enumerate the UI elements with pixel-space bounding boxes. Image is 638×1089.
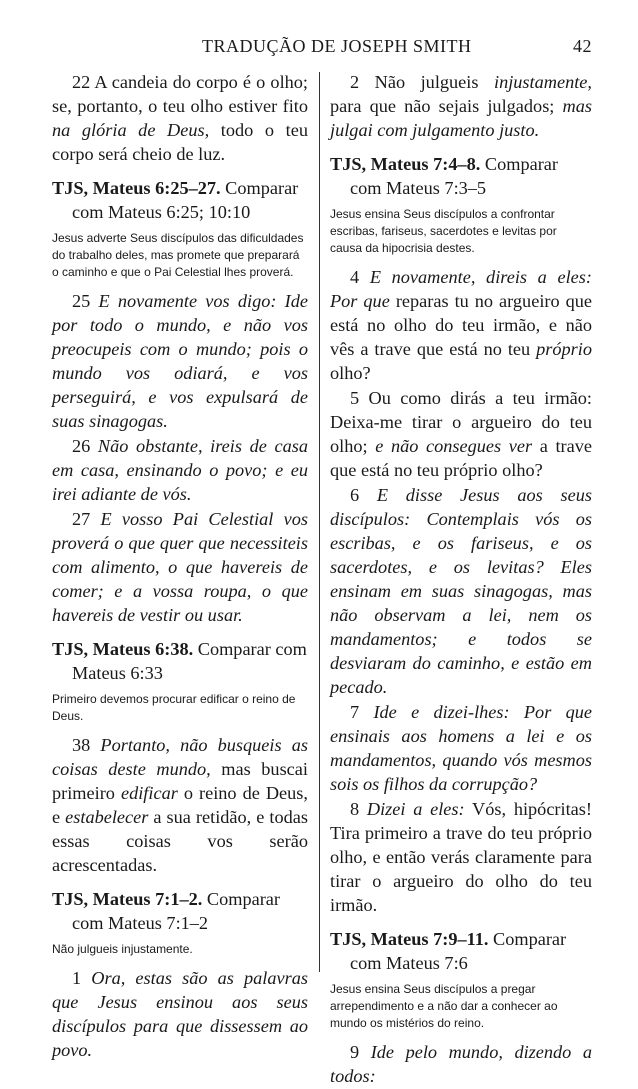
heading-reference: TJS, Mateus 7:1–2.	[52, 889, 203, 909]
verse-text: todo o teu corpo será cheio de luz.	[52, 120, 308, 164]
running-head	[52, 36, 592, 60]
verse-number: 8	[350, 799, 360, 819]
verse-8	[330, 797, 592, 917]
verse-text-italic: Portanto, não busqueis as coisas deste mundo,	[52, 735, 308, 779]
verse-9	[330, 1040, 592, 1088]
page-number: 42	[573, 36, 592, 56]
verse-2	[330, 70, 592, 142]
section-summary: Primeiro devemos procurar edificar o reino de Deus.	[52, 692, 296, 723]
verse-text-italic: Não obstante, ireis de casa em casa, ensinando o povo; e eu irei adiante de vós.	[52, 436, 308, 504]
verse-number: 27	[72, 509, 91, 529]
verse-number: 5	[350, 388, 360, 408]
heading-compare: Comparar com Mateus 7:6	[350, 929, 567, 973]
section-summary: Não julgueis injustamente.	[52, 942, 193, 956]
section-summary: Jesus ensina Seus discípulos a pregar arrependimento e a não dar a conhecer ao mundo os mistérios do reino.	[330, 982, 558, 1030]
verse-text-italic: Dizei a eles:	[366, 799, 465, 819]
verse-text-italic: estabelecer	[65, 807, 149, 827]
verse-text-italic: Ide e dizei-lhes: Por que ensinais aos homens a lei e os mandamentos, quando vós mesmos sois os filhos da corrupção?	[330, 702, 592, 794]
verse-number: 4	[350, 267, 360, 287]
verse-number: 38	[72, 735, 91, 755]
verse-number: 22	[72, 72, 91, 92]
verse-text-italic: próprio	[536, 339, 592, 359]
verse-6	[330, 483, 592, 699]
verse-number: 7	[350, 702, 360, 722]
running-head-title: TRADUÇÃO DE JOSEPH SMITH	[202, 36, 472, 56]
verse-text: a trave que está no teu próprio olho?	[330, 436, 592, 480]
verse-text-italic: na glória de Deus,	[52, 120, 210, 140]
heading-compare: Comparar com Mateus 6:33	[72, 639, 307, 683]
section-heading	[52, 887, 308, 935]
verse-number: 2	[350, 72, 360, 92]
section-summary: Jesus ensina Seus discípulos a confrontar escribas, fariseus, sacerdotes e levitas por causa da hipocrisia destes.	[330, 207, 557, 255]
verse-text-italic: E vosso Pai Celestial vos proverá o que quer que necessiteis com alimento, o que havereis de comer; e a vossa roupa, o que havereis de vestir ou usar.	[52, 509, 308, 625]
verse-number: 1	[72, 968, 82, 988]
verse-text-italic: e não consegues ver	[375, 436, 533, 456]
verse-text-italic: Ora, estas são as palavras que Jesus ensinou aos seus discípulos para que dissessem ao povo.	[52, 968, 308, 1060]
column-divider	[319, 72, 320, 972]
verse-26	[52, 434, 308, 506]
verse-text-italic: edificar	[120, 783, 178, 803]
verse-1	[52, 966, 308, 1062]
verse-text: a sua retidão, e todas essas coisas vos serão acrescentadas.	[52, 807, 308, 875]
verse-text: Não julgueis	[374, 72, 479, 92]
heading-reference: TJS, Mateus 6:25–27.	[52, 178, 221, 198]
verse-text-italic: E novamente vos digo: Ide por todo o mundo, e não vos preocupeis com o mundo; pois o mundo vos odiará, e vos perseguirá, e vos expulsará de suas sinagogas.	[52, 291, 308, 431]
verse-number: 6	[350, 485, 360, 505]
verse-text: para que não sejais julgados;	[330, 96, 555, 116]
verse-text: Ou como dirás a teu irmão: Deixa-me tirar o argueiro do teu olho;	[330, 388, 593, 456]
left-column	[52, 70, 308, 1063]
verse-5	[330, 386, 592, 482]
heading-reference: TJS, Mateus 7:4–8.	[330, 154, 481, 174]
verse-number: 25	[72, 291, 91, 311]
heading-compare: Comparar com Mateus 6:25; 10:10	[72, 178, 299, 222]
right-column	[330, 70, 592, 1089]
section-heading	[330, 927, 592, 975]
verse-text-italic: E novamente, direis a eles: Por que	[330, 267, 592, 311]
verse-text: A candeia do corpo é o olho; se, portanto, o teu olho estiver fito	[52, 72, 309, 116]
verse-text-italic: Ide pelo mundo, dizendo a todos:	[330, 1042, 592, 1086]
verse-text-italic: mas julgai com julgamento justo.	[330, 96, 592, 140]
verse-7	[330, 700, 592, 796]
verse-38	[52, 733, 308, 877]
verse-text: mas buscai primeiro	[52, 759, 308, 803]
verse-27	[52, 507, 308, 627]
section-heading	[330, 152, 592, 200]
verse-text-italic: injustamente,	[493, 72, 592, 92]
section-summary: Jesus adverte Seus discípulos das dificuldades do trabalho deles, mas promete que preparará o caminho e que o Pai Celestial lhes proverá.	[52, 231, 304, 279]
section-heading	[52, 176, 308, 224]
verse-text: olho?	[330, 363, 371, 383]
heading-reference: TJS, Mateus 6:38.	[52, 639, 194, 659]
verse-text: o reino de Deus, e	[52, 783, 308, 827]
heading-compare: Comparar com Mateus 7:3–5	[350, 154, 558, 198]
verse-22	[52, 70, 308, 166]
heading-compare: Comparar com Mateus 7:1–2	[72, 889, 280, 933]
verse-25	[52, 289, 308, 433]
verse-text: reparas tu no argueiro que está no olho do teu irmão, e não vês a trave que está no teu	[330, 291, 593, 359]
section-heading	[52, 637, 308, 685]
verse-4	[330, 265, 592, 385]
verse-text-italic: E disse Jesus aos seus discípulos: Contemplais vós os escribas, e os fariseus, e os sacerdotes, e os levitas? Eles ensinam em suas sinagogas, mas não observam a lei, nem os mandamentos; e todos se desviaram do caminho, e estão em pecado.	[330, 485, 592, 697]
verse-number: 9	[350, 1042, 360, 1062]
heading-reference: TJS, Mateus 7:9–11.	[330, 929, 489, 949]
verse-text: Vós, hipócritas! Tira primeiro a trave do teu próprio olho, e então verás claramente para tirar o argueiro do olho do teu irmão.	[330, 799, 592, 915]
verse-number: 26	[72, 436, 91, 456]
